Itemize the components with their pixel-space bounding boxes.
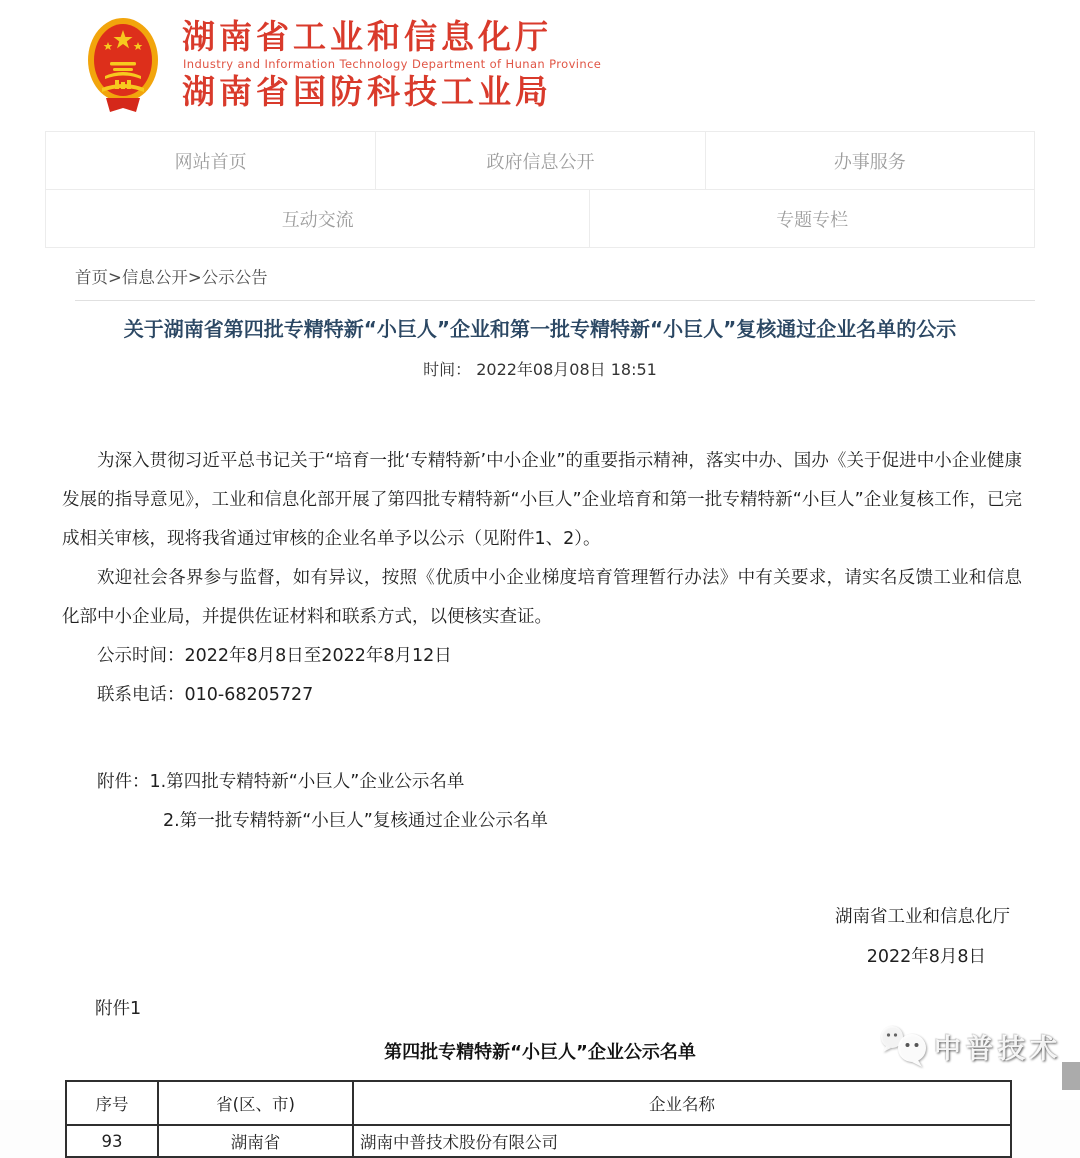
attachments-list [62,763,1022,841]
annex-table [65,1080,1012,1158]
article-time: 时间： 2022年08月08日 18:51 [423,360,657,379]
contact-phone: 联系电话：010-68205727 [97,685,314,705]
breadcrumb[interactable]: 首页>信息公开>公示公告 [75,264,1035,301]
signature-date: 2022年8月8日 [866,947,986,967]
paragraph-2: 欢迎社会各界参与监督，如有异议，按照《优质中小企业梯度培育管理暂行办法》中有关要求，请实名反馈工业和信息化部中小企业局，并提供佐证材料和联系方式，以便核实查证。 [62,568,1022,627]
nav-item-interaction[interactable]: 互动交流 [46,190,589,247]
main-nav [45,131,1035,248]
annex-label: 附件1 [95,999,142,1019]
article-body [62,442,1022,841]
attachment-2[interactable]: 2.第一批专精特新“小巨人”复核通过企业公示名单 [163,811,548,831]
nav-item-home[interactable]: 网站首页 [46,132,375,189]
attachment-1[interactable]: 附件：1.第四批专精特新“小巨人”企业公示名单 [97,772,465,792]
signature-block [0,897,1010,977]
scrollbar-thumb[interactable] [1062,1062,1080,1090]
national-emblem-icon [86,16,160,114]
cell-province: 湖南省 [158,1125,353,1157]
watermark-text: 中普技术 [934,1033,1062,1065]
org-name-cn-2: 湖南省国防科技工业局 [182,72,552,111]
nav-row-2 [46,189,1034,247]
nav-row-1 [46,132,1034,189]
org-title-block [182,18,601,111]
paragraph-1: 为深入贯彻习近平总书记关于“培育一批‘专精特新’中小企业”的重要指示精神，落实中办、国办《关于促进中小企业健康发展的指导意见》，工业和信息化部开展了第四批专精特新“小巨人”企业培育和第一批专精特新“小巨人”企业复核工作，已完成相关审核，现将我省通过审核的企业名单予以公示（见附件1、2）。 [62,451,1022,549]
nav-item-special-columns[interactable]: 专题专栏 [589,190,1034,247]
annex-table-title: 第四批专精特新“小巨人”企业公示名单 [384,1042,696,1063]
org-name-cn-1: 湖南省工业和信息化厅 [182,17,552,57]
table-row [66,1125,1011,1157]
nav-item-gov-info[interactable]: 政府信息公开 [375,132,704,189]
publicity-period: 公示时间：2022年8月8日至2022年8月12日 [97,646,452,666]
article-title: 关于湖南省第四批专精特新“小巨人”企业和第一批专精特新“小巨人”复核通过企业名单的公示 [123,317,957,341]
cell-company: 湖南中普技术股份有限公司 [353,1125,1011,1157]
col-header-province: 省(区、市) [158,1081,353,1125]
site-header [0,0,1080,125]
signature-org: 湖南省工业和信息化厅 [835,907,1010,927]
col-header-company: 企业名称 [353,1081,1011,1125]
nav-item-services[interactable]: 办事服务 [705,132,1034,189]
org-name-en: Industry and Information Technology Department of Hunan Province [183,57,602,71]
cell-seq: 93 [66,1125,158,1157]
col-header-seq: 序号 [66,1081,158,1125]
table-header-row [66,1081,1011,1125]
